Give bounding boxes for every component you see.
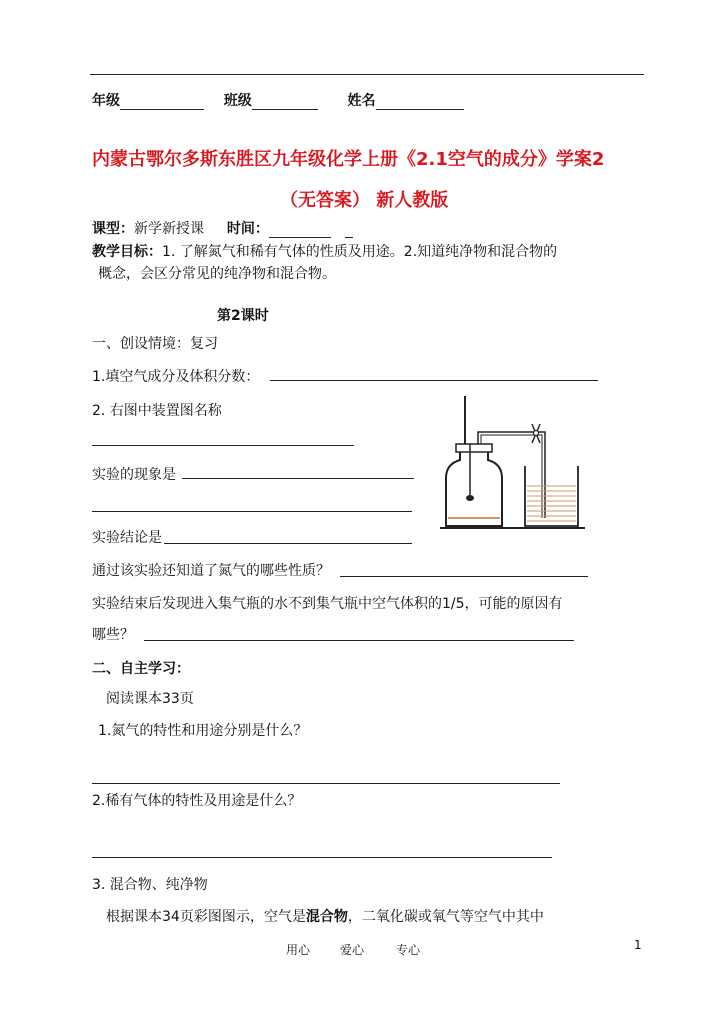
page-number: 1: [634, 938, 642, 952]
lesson-goal-label: 教学目标：: [92, 244, 162, 260]
section1-q3-answer-line[interactable]: [340, 576, 588, 577]
section1-phenomenon-label: 实验的现象是: [92, 467, 176, 483]
section1-q4b: 哪些？: [92, 627, 134, 643]
section1-phenomenon-line2[interactable]: [92, 511, 412, 512]
header-rule: [90, 74, 644, 75]
lesson-type-label: 课型：: [92, 221, 134, 237]
section2-q3-text-a: 根据课本34页彩图图示，空气是: [106, 909, 306, 925]
document-title-line2: （无答案） 新人教版: [280, 190, 449, 211]
section1-q2: 2. 右图中装置图名称: [92, 403, 222, 419]
gas-collecting-bottle: [446, 452, 502, 526]
lesson-goal-row: [92, 241, 557, 261]
footer-middle: 爱心: [340, 943, 365, 957]
document-title-line1: 内蒙古鄂尔多斯东胜区九年级化学上册《2.1空气的成分》学案2: [92, 149, 605, 170]
section1-q1: 1.填空气成分及体积分数：: [92, 369, 260, 385]
lesson-time-field[interactable]: [269, 223, 331, 238]
class-label: 班级: [223, 93, 252, 109]
lesson-goal-text2: 概念，会区分常见的纯净物和混合物。: [98, 266, 336, 282]
section2-q1: 1.氮气的特性和用途分别是什么？: [98, 723, 308, 739]
experiment-apparatus-diagram: [440, 388, 585, 533]
section1-q4-answer-line[interactable]: [144, 640, 574, 641]
lesson-type-row: [92, 218, 353, 238]
lesson-type-value: 新学新授课: [134, 221, 204, 237]
combustion-spoon: [466, 495, 474, 501]
grade-label: 年级: [92, 93, 120, 109]
grade-field[interactable]: [120, 95, 204, 110]
name-label: 姓名: [347, 93, 376, 109]
section2-q2-answer-line[interactable]: [92, 857, 552, 858]
class-field[interactable]: [252, 95, 318, 110]
section1-q3: 通过该实验还知道了氮气的哪些性质？: [92, 563, 330, 579]
student-info-row: [92, 90, 464, 110]
period-heading: 第2课时: [217, 308, 269, 324]
bottle-stopper: [456, 444, 492, 452]
beaker-water: [527, 486, 576, 521]
lesson-time-label: 时间：: [226, 221, 269, 237]
section1-heading: 一、创设情境：复习: [92, 336, 218, 352]
section2-heading: 二、自主学习：: [92, 661, 190, 677]
section2-q1-answer-line[interactable]: [92, 783, 560, 784]
section2-q3-text: [106, 906, 544, 926]
lesson-time-extra: [345, 223, 353, 238]
section2-q3: 3. 混合物、纯净物: [92, 877, 208, 893]
section1-conclusion-label: 实验结论是: [92, 530, 162, 546]
section1-q2-answer-line[interactable]: [92, 445, 354, 446]
section2-q3-text-bold: 混合物: [305, 909, 348, 925]
section1-phenomenon-line[interactable]: [182, 478, 414, 479]
section1-q1-answer-line[interactable]: [270, 380, 598, 381]
lesson-goal-text1: 1. 了解氮气和稀有气体的性质及用途。2.知道纯净物和混合物的: [162, 244, 558, 260]
section1-conclusion-line[interactable]: [164, 543, 412, 544]
section2-q2: 2.稀有气体的特性及用途是什么？: [92, 793, 302, 809]
section2-q3-text-b: ，二氧化碳或氧气等空气中其中: [347, 909, 544, 925]
footer-right: 专心: [396, 943, 421, 957]
footer-left: 用心: [286, 943, 311, 957]
section2-read: 阅读课本33页: [106, 691, 194, 707]
name-field[interactable]: [376, 95, 464, 110]
section1-q4a: 实验结束后发现进入集气瓶的水不到集气瓶中空气体积的1/5，可能的原因有: [92, 596, 563, 612]
